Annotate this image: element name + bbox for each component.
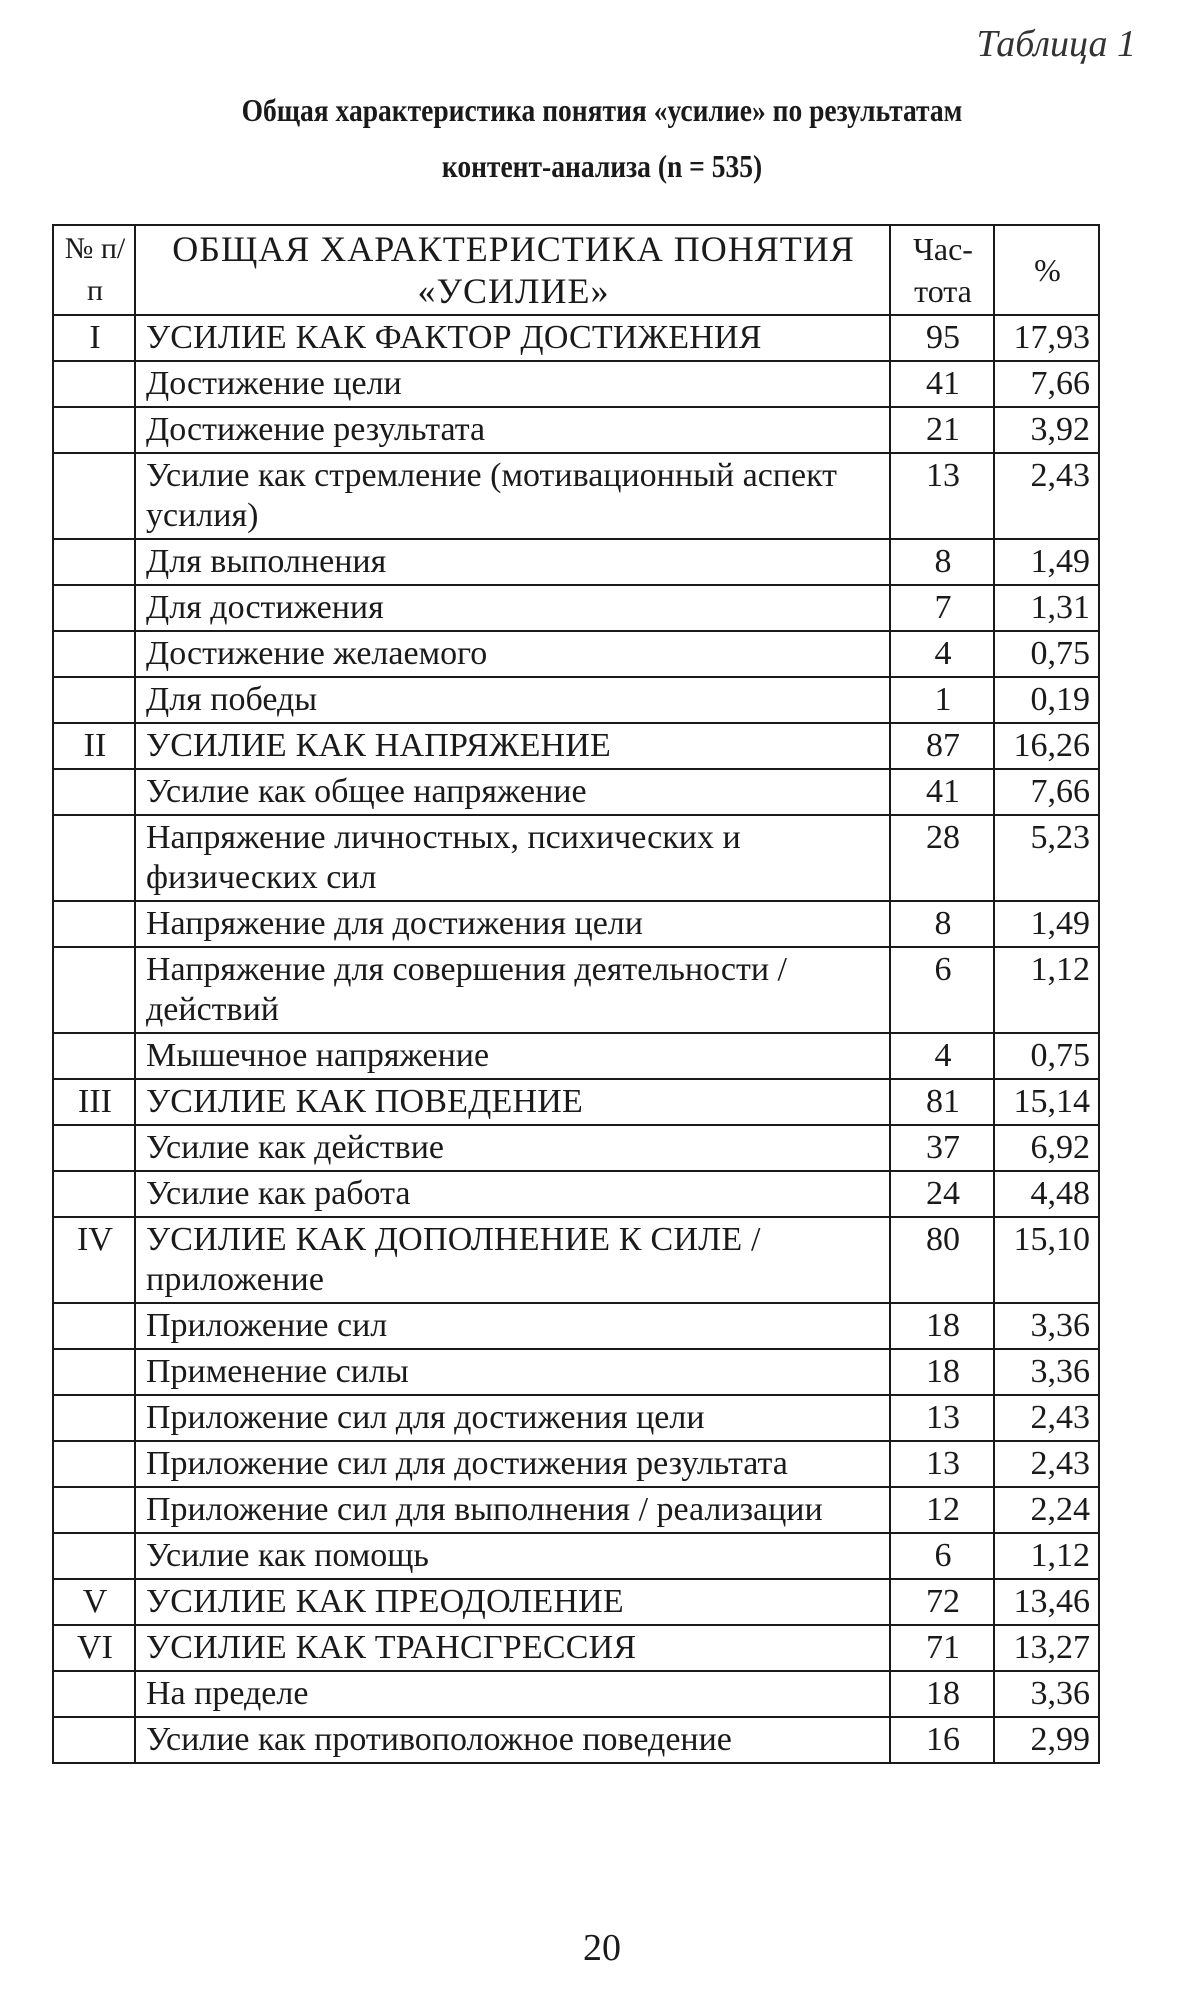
- row-characteristic: УСИЛИЕ КАК ПОВЕДЕНИЕ: [135, 1079, 890, 1125]
- table-group-row: [53, 1625, 1099, 1671]
- table-row: [53, 1033, 1099, 1079]
- row-percent: 0,19: [994, 677, 1099, 723]
- table-body: [53, 315, 1099, 1763]
- row-characteristic: Напряжение личностных, психических и физических сил: [135, 815, 890, 901]
- row-number: [53, 1303, 135, 1349]
- table-row: [53, 453, 1099, 539]
- row-number: [53, 901, 135, 947]
- row-number: [53, 1717, 135, 1763]
- header-num: № п/п: [53, 225, 135, 315]
- row-percent: 17,93: [994, 315, 1099, 361]
- table-row: [53, 1125, 1099, 1171]
- row-percent: 2,99: [994, 1717, 1099, 1763]
- row-number: [53, 1125, 135, 1171]
- row-percent: 2,24: [994, 1487, 1099, 1533]
- row-frequency: 18: [890, 1303, 994, 1349]
- table-group-row: [53, 315, 1099, 361]
- row-characteristic: Усилие как общее напряжение: [135, 769, 890, 815]
- row-percent: 13,46: [994, 1579, 1099, 1625]
- row-frequency: 6: [890, 1533, 994, 1579]
- row-number: [53, 1395, 135, 1441]
- row-frequency: 21: [890, 407, 994, 453]
- row-characteristic: Усилие как противоположное поведение: [135, 1717, 890, 1763]
- row-percent: 15,14: [994, 1079, 1099, 1125]
- row-frequency: 8: [890, 901, 994, 947]
- row-number: [53, 407, 135, 453]
- row-percent: 3,36: [994, 1303, 1099, 1349]
- table-caption: Таблица 1: [976, 23, 1136, 65]
- row-frequency: 7: [890, 585, 994, 631]
- table-row: [53, 901, 1099, 947]
- table-group-row: [53, 1079, 1099, 1125]
- row-frequency: 18: [890, 1349, 994, 1395]
- row-number: [53, 1441, 135, 1487]
- row-number: [53, 361, 135, 407]
- row-percent: 16,26: [994, 723, 1099, 769]
- row-percent: 0,75: [994, 631, 1099, 677]
- row-characteristic: Для выполнения: [135, 539, 890, 585]
- row-percent: 1,12: [994, 947, 1099, 1033]
- table-row: [53, 1349, 1099, 1395]
- row-percent: 7,66: [994, 361, 1099, 407]
- row-characteristic: Усилие как помощь: [135, 1533, 890, 1579]
- row-frequency: 18: [890, 1671, 994, 1717]
- row-frequency: 41: [890, 361, 994, 407]
- row-frequency: 28: [890, 815, 994, 901]
- row-characteristic: Достижение цели: [135, 361, 890, 407]
- row-characteristic: Для победы: [135, 677, 890, 723]
- table-row: [53, 1303, 1099, 1349]
- row-percent: 6,92: [994, 1125, 1099, 1171]
- header-frequency: Час- тота: [890, 225, 994, 315]
- row-characteristic: Напряжение для достижения цели: [135, 901, 890, 947]
- characteristics-table: [52, 224, 1100, 1764]
- row-percent: 1,31: [994, 585, 1099, 631]
- row-number: VI: [53, 1625, 135, 1671]
- row-percent: 1,12: [994, 1533, 1099, 1579]
- row-characteristic: УСИЛИЕ КАК НАПРЯЖЕНИЕ: [135, 723, 890, 769]
- row-frequency: 6: [890, 947, 994, 1033]
- row-frequency: 13: [890, 453, 994, 539]
- row-number: III: [53, 1079, 135, 1125]
- row-number: [53, 631, 135, 677]
- row-percent: 3,36: [994, 1671, 1099, 1717]
- row-frequency: 24: [890, 1171, 994, 1217]
- row-percent: 5,23: [994, 815, 1099, 901]
- row-characteristic: УСИЛИЕ КАК ТРАНСГРЕССИЯ: [135, 1625, 890, 1671]
- row-characteristic: Напряжение для совершения деятельности / действий: [135, 947, 890, 1033]
- row-characteristic: Мышечное напряжение: [135, 1033, 890, 1079]
- row-frequency: 8: [890, 539, 994, 585]
- row-frequency: 12: [890, 1487, 994, 1533]
- table-row: [53, 407, 1099, 453]
- table-row: [53, 677, 1099, 723]
- row-number: [53, 677, 135, 723]
- row-number: II: [53, 723, 135, 769]
- row-percent: 3,92: [994, 407, 1099, 453]
- table-title-line-2: контент-анализа (n = 535): [441, 148, 763, 184]
- row-characteristic: УСИЛИЕ КАК ПРЕОДОЛЕНИЕ: [135, 1579, 890, 1625]
- row-characteristic: УСИЛИЕ КАК ДОПОЛНЕНИЕ К СИЛЕ /приложение: [135, 1217, 890, 1303]
- row-characteristic: Усилие как работа: [135, 1171, 890, 1217]
- row-number: [53, 947, 135, 1033]
- row-percent: 2,43: [994, 1441, 1099, 1487]
- row-frequency: 41: [890, 769, 994, 815]
- row-characteristic: Достижение результата: [135, 407, 890, 453]
- row-characteristic: Достижение желаемого: [135, 631, 890, 677]
- row-frequency: 80: [890, 1217, 994, 1303]
- row-number: [53, 1533, 135, 1579]
- table-title-line-1: Общая характеристика понятия «усилие» по результатам: [241, 92, 963, 128]
- row-number: I: [53, 315, 135, 361]
- row-percent: 2,43: [994, 1395, 1099, 1441]
- row-frequency: 37: [890, 1125, 994, 1171]
- table-row: [53, 1533, 1099, 1579]
- row-percent: 15,10: [994, 1217, 1099, 1303]
- table-header-row: [53, 225, 1099, 315]
- row-characteristic: На пределе: [135, 1671, 890, 1717]
- row-characteristic: Усилие как стремление (мотивационный аспект усилия): [135, 453, 890, 539]
- row-characteristic: Применение силы: [135, 1349, 890, 1395]
- row-percent: 0,75: [994, 1033, 1099, 1079]
- table-row: [53, 631, 1099, 677]
- row-characteristic: Приложение сил для выполнения / реализации: [135, 1487, 890, 1533]
- row-percent: 7,66: [994, 769, 1099, 815]
- row-number: [53, 585, 135, 631]
- row-frequency: 4: [890, 631, 994, 677]
- row-characteristic: УСИЛИЕ КАК ФАКТОР ДОСТИЖЕНИЯ: [135, 315, 890, 361]
- row-number: [53, 1349, 135, 1395]
- row-percent: 3,36: [994, 1349, 1099, 1395]
- row-characteristic: Приложение сил для достижения результата: [135, 1441, 890, 1487]
- row-frequency: 81: [890, 1079, 994, 1125]
- row-number: [53, 539, 135, 585]
- row-percent: 13,27: [994, 1625, 1099, 1671]
- row-number: [53, 815, 135, 901]
- row-number: [53, 1487, 135, 1533]
- header-name: ОБЩАЯ ХАРАКТЕРИСТИКА ПОНЯТИЯ «УСИЛИЕ»: [135, 225, 890, 315]
- row-frequency: 72: [890, 1579, 994, 1625]
- row-frequency: 71: [890, 1625, 994, 1671]
- row-frequency: 4: [890, 1033, 994, 1079]
- row-number: [53, 1033, 135, 1079]
- row-frequency: 1: [890, 677, 994, 723]
- table-row: [53, 947, 1099, 1033]
- row-number: [53, 1671, 135, 1717]
- header-percent: %: [994, 225, 1099, 315]
- row-frequency: 95: [890, 315, 994, 361]
- table-row: [53, 1395, 1099, 1441]
- table-row: [53, 1171, 1099, 1217]
- table-group-row: [53, 723, 1099, 769]
- table-group-row: [53, 1579, 1099, 1625]
- page-number: 20: [583, 1927, 621, 1969]
- row-number: [53, 769, 135, 815]
- table-row: [53, 361, 1099, 407]
- table-row: [53, 539, 1099, 585]
- row-percent: 1,49: [994, 901, 1099, 947]
- table-row: [53, 815, 1099, 901]
- row-number: V: [53, 1579, 135, 1625]
- table-row: [53, 1441, 1099, 1487]
- table-row: [53, 1671, 1099, 1717]
- row-number: [53, 453, 135, 539]
- table-group-row: [53, 1217, 1099, 1303]
- row-number: IV: [53, 1217, 135, 1303]
- row-percent: 4,48: [994, 1171, 1099, 1217]
- table-row: [53, 1717, 1099, 1763]
- table-row: [53, 769, 1099, 815]
- row-percent: 2,43: [994, 453, 1099, 539]
- row-frequency: 87: [890, 723, 994, 769]
- row-frequency: 13: [890, 1441, 994, 1487]
- row-characteristic: Приложение сил для достижения цели: [135, 1395, 890, 1441]
- row-characteristic: Для достижения: [135, 585, 890, 631]
- row-number: [53, 1171, 135, 1217]
- table-row: [53, 585, 1099, 631]
- row-characteristic: Приложение сил: [135, 1303, 890, 1349]
- table-row: [53, 1487, 1099, 1533]
- row-characteristic: Усилие как действие: [135, 1125, 890, 1171]
- row-percent: 1,49: [994, 539, 1099, 585]
- row-frequency: 16: [890, 1717, 994, 1763]
- row-frequency: 13: [890, 1395, 994, 1441]
